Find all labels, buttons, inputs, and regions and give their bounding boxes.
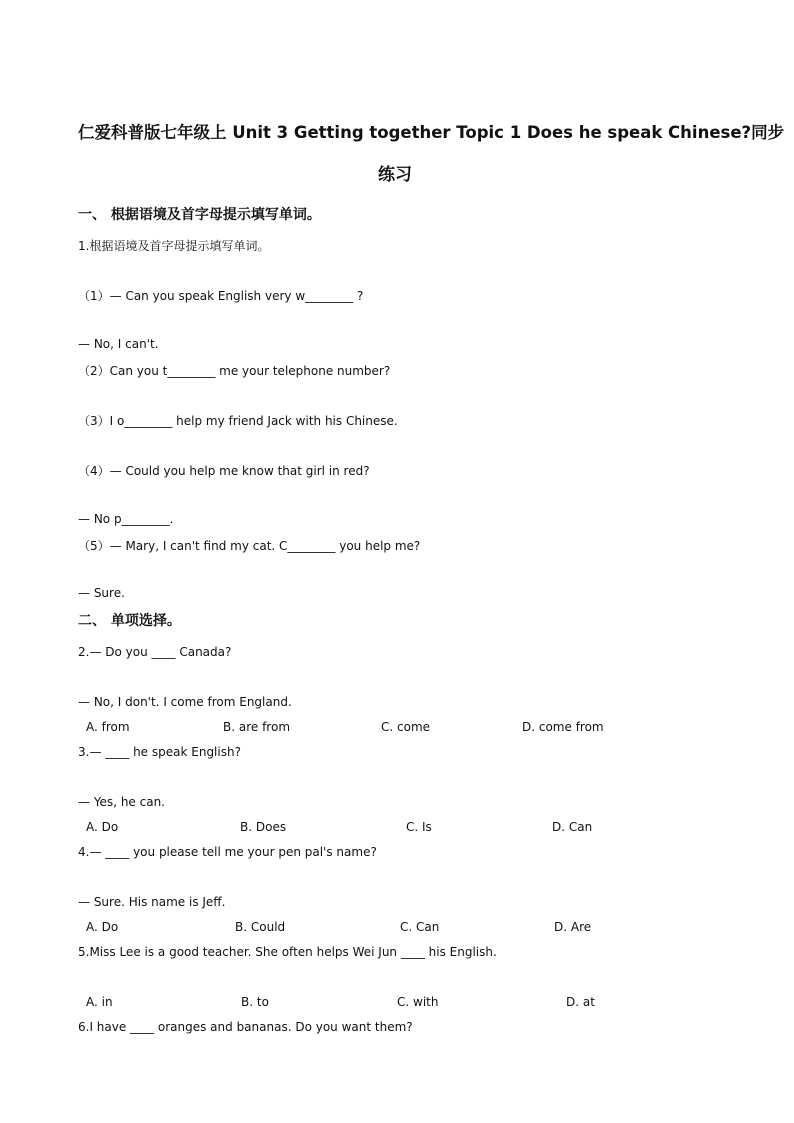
q5-option-c: C. with (397, 995, 439, 1009)
q1-line-1: （1）— Can you speak English very w________ ? (78, 289, 364, 303)
q4-option-c: C. Can (400, 920, 440, 934)
q2-option-b: B. are from (223, 720, 291, 734)
q3-option-c: C. Is (406, 820, 432, 834)
q1-line-7: （5）— Mary, I can't find my cat. C________ you help me? (78, 539, 421, 553)
q1-line-5: （4）— Could you help me know that girl in red? (78, 464, 370, 478)
q5-option-b: B. to (241, 995, 269, 1009)
q1-line-3: （2）Can you t________ me your telephone number? (78, 364, 391, 378)
document-title-line1: 仁爱科普版七年级上 Unit 3 Getting together Topic 1 Does he speak Chinese?同步 (78, 123, 785, 142)
question1-stem: 1.根据语境及首字母提示填写单词。 (78, 239, 270, 253)
q4-stem: 4.— ____ you please tell me your pen pal's name? (78, 845, 377, 859)
q6-stem: 6.I have ____ oranges and bananas. Do you want them? (78, 1020, 413, 1034)
q3-option-d: D. Can (552, 820, 593, 834)
q1-line-8: — Sure. (78, 586, 125, 600)
q2-option-a: A. from (86, 720, 130, 734)
q5-stem: 5.Miss Lee is a good teacher. She often helps Wei Jun ____ his English. (78, 945, 497, 959)
q3-option-a: A. Do (86, 820, 119, 834)
document-title-line2: 练习 (378, 165, 412, 185)
q5-option-a: A. in (86, 995, 113, 1009)
q1-line-6: — No p________. (78, 512, 174, 526)
section1-heading: 一、 根据语境及首字母提示填写单词。 (78, 207, 321, 223)
section2-heading: 二、 单项选择。 (78, 613, 181, 629)
q4-option-d: D. Are (554, 920, 592, 934)
q1-line-2: — No, I can't. (78, 337, 159, 351)
q1-line-4: （3）I o________ help my friend Jack with his Chinese. (78, 414, 398, 428)
q3-stem: 3.— ____ he speak English? (78, 745, 241, 759)
q3-option-b: B. Does (240, 820, 287, 834)
q4-option-a: A. Do (86, 920, 119, 934)
q4-reply: — Sure. His name is Jeff. (78, 895, 226, 909)
q3-reply: — Yes, he can. (78, 795, 165, 809)
q2-reply: — No, I don't. I come from England. (78, 695, 292, 709)
q2-option-d: D. come from (522, 720, 604, 734)
q4-option-b: B. Could (235, 920, 286, 934)
q5-option-d: D. at (566, 995, 595, 1009)
q2-option-c: C. come (381, 720, 431, 734)
q2-stem: 2.— Do you ____ Canada? (78, 645, 232, 659)
